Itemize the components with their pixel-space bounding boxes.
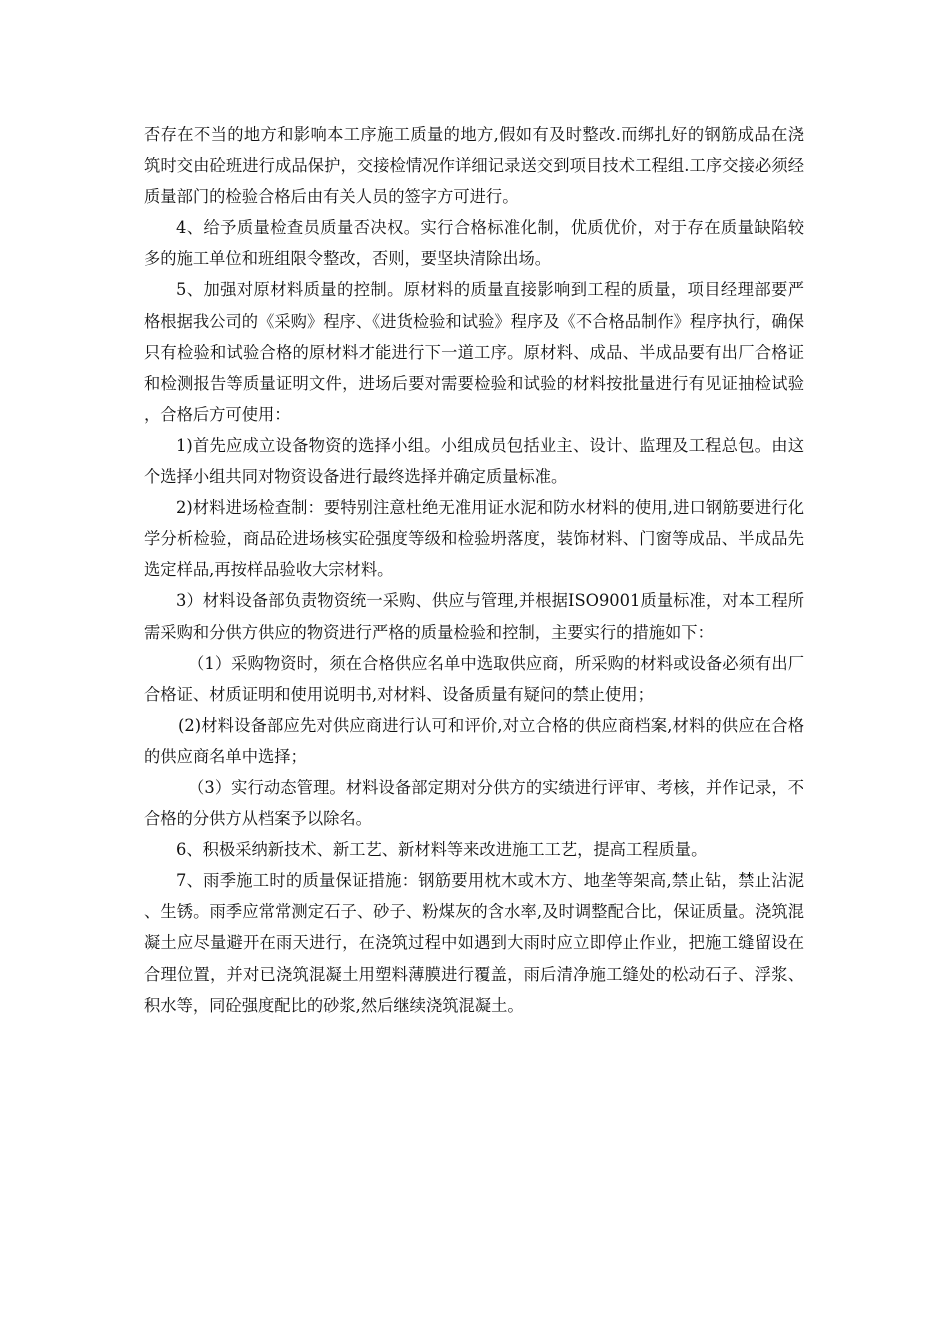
- paragraph-subsubitem-3: （3）实行动态管理。材料设备部定期对分供方的实绩进行评审、考核，并作记录，不合格的分供方从档案予以除名。: [144, 777, 804, 829]
- paragraph-subsubitem-2: (2)材料设备部应先对供应商进行认可和评价,对立合格的供应商档案,材料的供应在合格的供应商名单中选择；: [144, 715, 804, 766]
- paragraph-continuation: 否存在不当的地方和影响本工序施工质量的地方,假如有及时整改.而绑扎好的钢筋成品在浇筑时交由砼班进行成品保护，交接检情况作详细记录送交到项目技术工程组.工序交接必须经质量部门的检验合格后由有关人员的签字方可进行。: [144, 125, 804, 207]
- paragraph-subitem-2: 2)材料进场检查制：要特别注意杜绝无准用证水泥和防水材料的使用,进口钢筋要进行化学分析检验，商品砼进场核实砼强度等级和检验坍落度，装饰材料、门窗等成品、半成品先选定样品,再按样品验收大宗材料。: [144, 498, 804, 580]
- paragraph-subsubitem-1: （1）采购物资时，须在合格供应名单中选取供应商，所采购的材料或设备必须有出厂合格证、材质证明和使用说明书,对材料、设备质量有疑问的禁止使用；: [144, 653, 804, 704]
- paragraph-subitem-3: 3）材料设备部负责物资统一采购、供应与管理,并根据ISO9001质量标准，对本工程所需采购和分供方供应的物资进行严格的质量检验和控制，主要实行的措施如下：: [144, 591, 804, 642]
- paragraph-subitem-1: 1)首先应成立设备物资的选择小组。小组成员包括业主、设计、监理及工程总包。由这个选择小组共同对物资设备进行最终选择并确定质量标准。: [144, 435, 804, 487]
- paragraph-item-5: 5、加强对原材料质量的控制。原材料的质量直接影响到工程的质量，项目经理部要严格根据我公司的《采购》程序、《进货检验和试验》程序及《不合格品制作》程序执行，确保只有检验和试验合格的原材料才能进行下一道工序。原材料、成品、半成品要有出厂合格证和检测报告等质量证明文件，进场后要对需要检验和试验的材料按批量进行有见证抽检试验，合格后方可使用：: [144, 280, 804, 424]
- paragraph-item-4: 4、给予质量检查员质量否决权。实行合格标准化制，优质优价，对于存在质量缺陷较多的施工单位和班组限令整改，否则，要坚块清除出场。: [144, 218, 804, 269]
- paragraph-item-7: 7、雨季施工时的质量保证措施：钢筋要用枕木或木方、地垄等架高,禁止钻，禁止沾泥、生锈。雨季应常常测定石子、砂子、粉煤灰的含水率,及时调整配合比，保证质量。浇筑混凝土应尽量避开在雨天进行，在浇筑过程中如遇到大雨时应立即停止作业，把施工缝留设在合理位置，并对已浇筑混凝土用塑料薄膜进行覆盖，雨后清净施工缝处的松动石子、浮浆、积水等，同砼强度配比的砂浆,然后继续浇筑混凝土。: [144, 871, 804, 1015]
- document-page: [144, 119, 804, 1021]
- paragraph-item-6: 6、积极采纳新技术、新工艺、新材料等来改进施工工艺，提高工程质量。: [176, 840, 708, 860]
